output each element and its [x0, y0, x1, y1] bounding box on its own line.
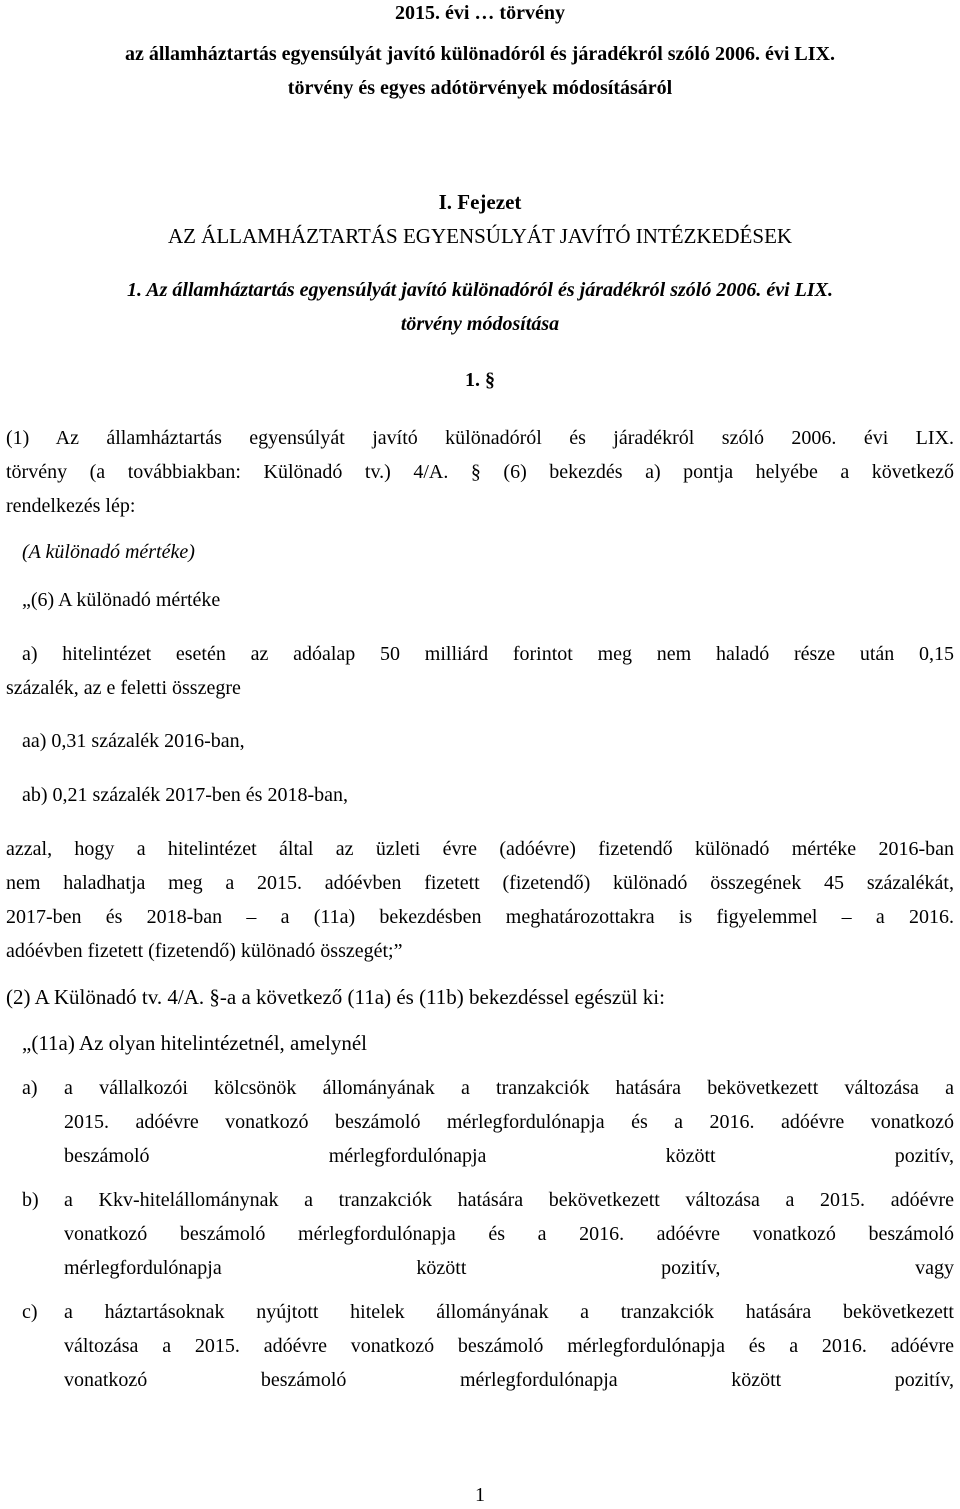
paragraph-1-line-2: törvény (a továbbiakban: Különadó tv.) 4/A. § (6) bekezdés a) pontja helyébe a következő — [6, 461, 954, 483]
paragraph-mark: 1. § — [465, 369, 495, 391]
list-item-a-line-1: a vállalkozói kölcsönök állományának a tranzakciók hatására bekövetkezett változása a — [64, 1077, 954, 1099]
paragraph-1-line-1: (1) Az államháztartás egyensúlyát javító különadóról és járadékról szóló 2006. évi LIX. — [6, 427, 954, 449]
list-item-b-line-1: a Kkv-hitelállománynak a tranzakciók hatására bekövetkezett változása a 2015. adóévre — [64, 1189, 954, 1211]
law-subtitle-line-2: törvény és egyes adótörvények módosításáról — [287, 77, 673, 99]
item-ab: ab) 0,21 százalék 2017-ben és 2018-ban, — [22, 784, 348, 806]
paragraph-1-line-3: rendelkezés lép: — [6, 495, 136, 517]
azzal-line-3: 2017-ben és 2018-ban – a (11a) bekezdésben meghatározottakra is figyelemmel – a 2016. — [6, 906, 954, 928]
item-aa: aa) 0,31 százalék 2016-ban, — [22, 730, 245, 752]
quote-11a-intro: „(11a) Az olyan hitelintézetnél, amelynél — [22, 1031, 367, 1055]
list-item-a-line-2: 2015. adóévre vonatkozó beszámoló mérlegfordulónapja és a 2016. adóévre vonatkozó — [64, 1111, 954, 1133]
item-a-line-1: a) hitelintézet esetén az adóalap 50 milliárd forintot meg nem haladó része után 0,15 — [22, 643, 954, 665]
azzal-line-2: nem haladhatja meg a 2015. adóévben fizetett (fizetendő) különadó összegének 45 százalékát, — [6, 872, 954, 894]
chapter-title: AZ ÁLLAMHÁZTARTÁS EGYENSÚLYÁT JAVÍTÓ INTÉZKEDÉSEK — [167, 224, 793, 248]
section-heading-line-2: törvény módosítása — [400, 313, 560, 335]
list-item-c-line-1: a háztartásoknak nyújtott hitelek állományának a tranzakciók hatására bekövetkezett — [64, 1301, 954, 1323]
azzal-line-4: adóévben fizetett (fizetendő) különadó összegét;” — [6, 940, 403, 962]
list-item-b-line-2: vonatkozó beszámoló mérlegfordulónapja és a 2016. adóévre vonatkozó beszámoló — [64, 1223, 954, 1245]
italic-caption: (A különadó mértéke) — [22, 541, 195, 563]
list-item-c-line-2: változása a 2015. adóévre vonatkozó beszámoló mérlegfordulónapja és a 2016. adóévre — [64, 1335, 954, 1357]
list-item-a-label: a) — [22, 1077, 38, 1099]
list-item-b-line-3: mérlegfordulónapja között pozitív, vagy — [64, 1257, 954, 1279]
item-a-line-2: százalék, az e feletti összegre — [6, 677, 241, 699]
list-item-a-line-3: beszámoló mérlegfordulónapja között pozitív, — [64, 1145, 954, 1167]
list-item-c-label: c) — [22, 1301, 38, 1323]
list-item-c-line-3: vonatkozó beszámoló mérlegfordulónapja között pozitív, — [64, 1369, 954, 1391]
law-title: 2015. évi … törvény — [395, 2, 565, 24]
section-heading-line-1: 1. Az államháztartás egyensúlyát javító különadóról és járadékról szóló 2006. évi LIX. — [127, 279, 833, 301]
quote-6-intro: „(6) A különadó mértéke — [22, 589, 221, 611]
law-subtitle-line-1: az államháztartás egyensúlyát javító különadóról és járadékról szóló 2006. évi LIX. — [125, 43, 835, 65]
azzal-line-1: azzal, hogy a hitelintézet által az üzleti évre (adóévre) fizetendő különadó mértéke 2016-ban — [6, 838, 954, 860]
chapter-number: I. Fejezet — [438, 190, 522, 214]
paragraph-2: (2) A Különadó tv. 4/A. §-a a következő (11a) és (11b) bekezdéssel egészül ki: — [6, 985, 665, 1009]
page-number: 1 — [475, 1484, 485, 1506]
list-item-b-label: b) — [22, 1189, 39, 1211]
